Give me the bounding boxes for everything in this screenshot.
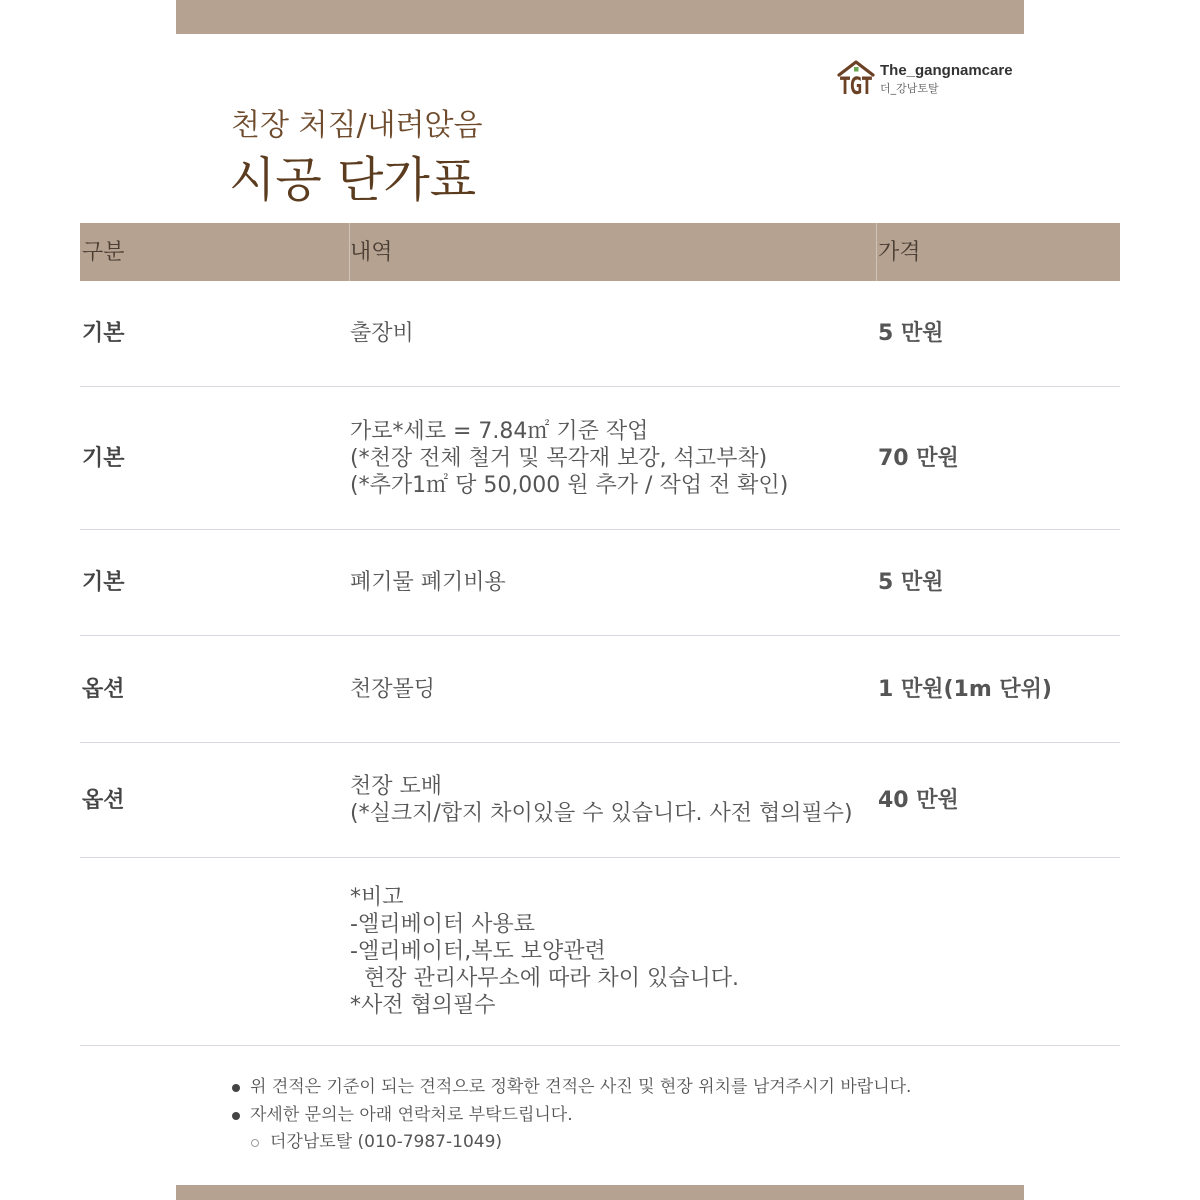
detail-line: 출장비 [350,321,414,346]
contact-text: 더강남토탈 (010-7987-1049) [270,1132,503,1152]
detail-line: 천장 도배 [350,774,443,799]
header-details: 내역 [350,239,393,265]
row-price: 5 만원 [878,321,944,346]
header-column-divider [349,223,350,281]
detail-line: (*실크지/합지 차이있을 수 있습니다. 사전 협의필수) [350,801,853,826]
note-item [232,1074,1032,1102]
remark-line: *비고 [350,885,404,910]
note-text: 자세한 문의는 아래 연락처로 부탁드립니다. [250,1104,573,1125]
table-header [80,223,1120,281]
detail-line: (*천장 전체 철거 및 목각재 보강, 석고부착) [350,445,768,471]
row-price: 5 만원 [878,570,944,595]
row-details [350,676,878,703]
detail-line: 폐기물 폐기비용 [350,570,506,595]
remark-line: -엘리베이터,복도 보양관련 [350,939,606,964]
row-details [350,320,878,347]
house-icon [836,58,876,100]
brand-name-ko: 더_강남토탈 [880,82,939,95]
row-details [350,569,878,596]
row-category: 기본 [82,445,125,471]
bullet-icon [232,1084,240,1092]
notes-list [232,1074,1032,1157]
bottom-band [176,1185,1024,1200]
header-column-divider [876,223,877,281]
top-band [176,0,1024,34]
brand-name-en: The_gangnamcare [880,62,1013,79]
hollow-bullet-icon [251,1139,259,1147]
row-category: 기본 [82,570,125,595]
row-category: 옵션 [82,676,125,702]
bullet-icon [232,1112,240,1120]
row-price: 1 만원(1m 단위) [878,676,1052,702]
detail-line: 가로*세로 = 7.84㎡ 기준 작업 [350,418,649,444]
remark-line: *사전 협의필수 [350,993,496,1018]
remarks-row [80,858,1120,1046]
note-text: 위 견적은 기준이 되는 견적으로 정확한 견적은 사진 및 현장 위치를 남겨주시기 바랍니다. [250,1077,912,1097]
table-row [80,743,1120,858]
table-row [80,281,1120,387]
table-row [80,387,1120,530]
table-row [80,636,1120,743]
row-details [350,418,878,499]
page-subtitle: 천장 처짐/내려앉음 [231,108,483,143]
row-details [350,773,878,827]
header-price: 가격 [878,239,921,265]
remark-line: -엘리베이터 사용료 [350,912,535,937]
page-title: 시공 단가표 [229,152,477,208]
detail-line: (*추가1㎡ 당 50,000 원 추가 / 작업 전 확인) [350,472,789,498]
logo-lettering: TGT [840,72,873,100]
remarks [350,884,878,1019]
row-category: 옵션 [82,787,125,813]
contact-item [232,1129,1032,1157]
row-price: 40 만원 [878,787,959,813]
header-category: 구분 [82,239,125,265]
table-row [80,530,1120,636]
remark-line: 현장 관리사무소에 따라 차이 있습니다. [350,966,739,991]
row-category: 기본 [82,321,125,346]
note-item [232,1102,1032,1130]
price-table [80,223,1120,1046]
brand-logo [836,58,1026,100]
detail-line: 천장몰딩 [350,676,436,702]
row-price: 70 만원 [878,445,959,471]
